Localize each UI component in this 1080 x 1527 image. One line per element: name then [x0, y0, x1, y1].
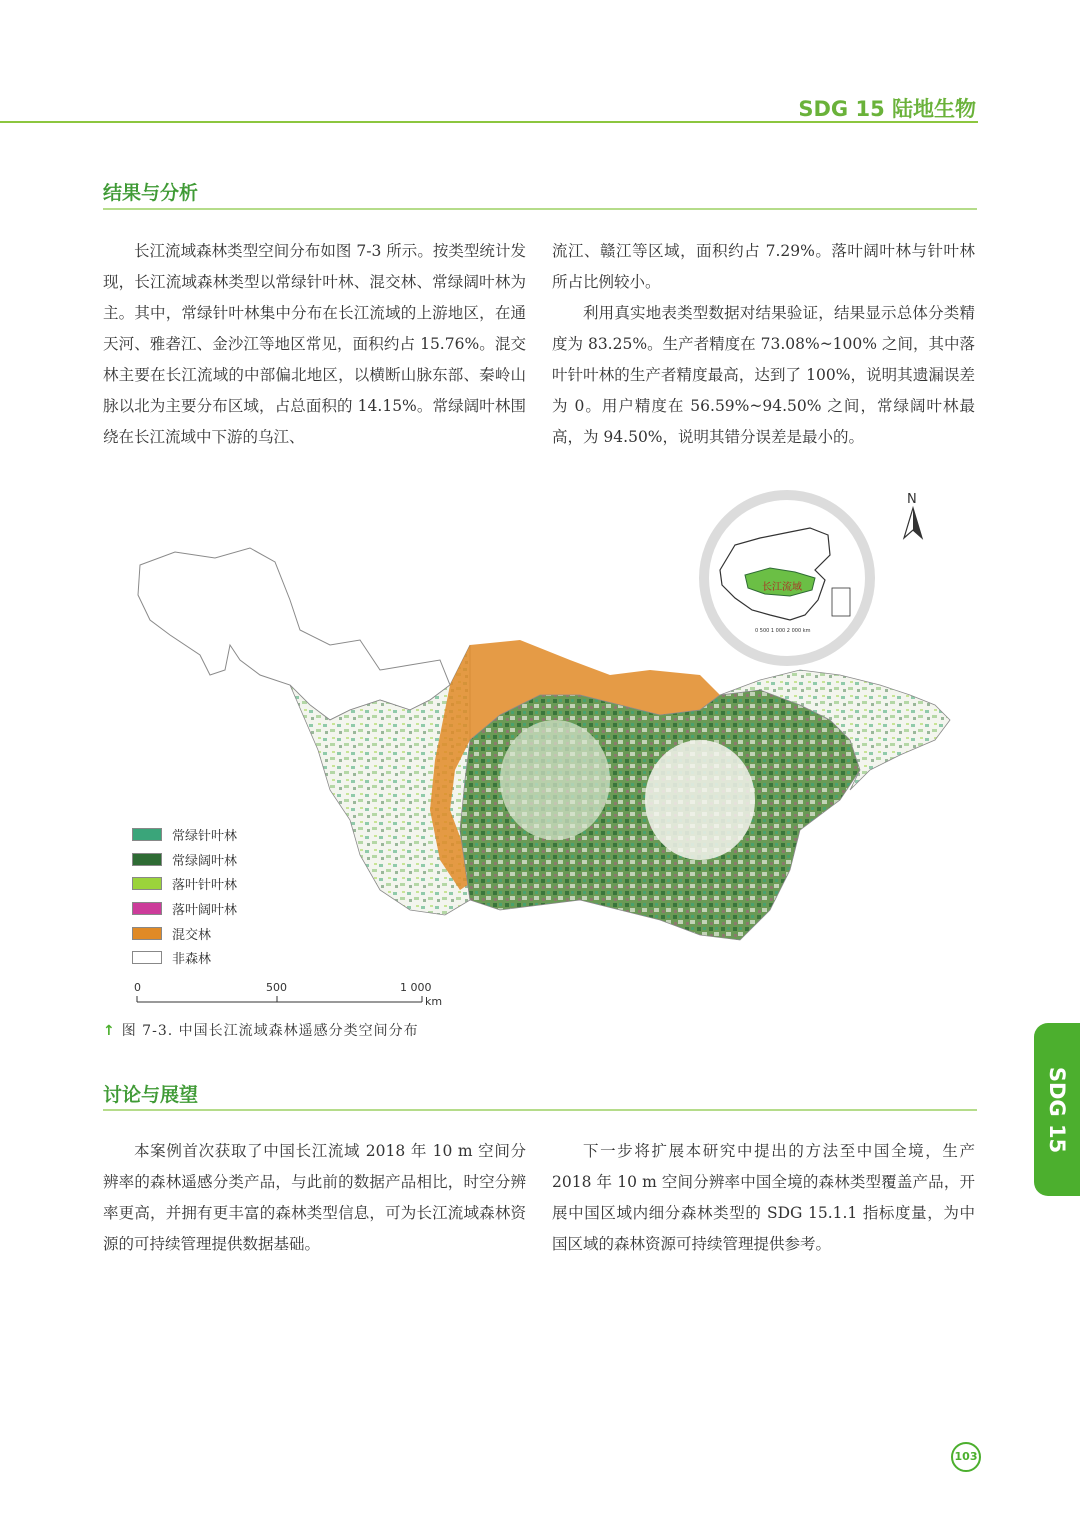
scale-unit: km	[425, 995, 443, 1008]
section-divider-results	[103, 208, 977, 210]
legend-item-mixed	[132, 921, 237, 946]
legend-item-deciduous-conifer	[132, 871, 237, 896]
legend-label: 常绿阔叶林	[172, 853, 238, 869]
legend-item-non-forest	[132, 945, 237, 970]
legend-item-evergreen-conifer	[132, 822, 237, 847]
header-title: SDG 15 陆地生物	[798, 97, 976, 121]
legend-swatch	[132, 902, 162, 915]
results-right-column	[552, 236, 975, 453]
scale-bar-graphic	[132, 980, 452, 1010]
figure-caption-text: 图 7-3. 中国长江流域森林遥感分类空间分布	[121, 1023, 419, 1039]
legend-label: 非森林	[172, 952, 212, 968]
legend-item-evergreen-broadleaf	[132, 847, 237, 872]
legend-label: 混交林	[172, 927, 212, 943]
section-title-discussion: 讨论与展望	[103, 1084, 199, 1106]
section-title-results: 结果与分析	[103, 182, 199, 204]
legend-label: 常绿针叶林	[172, 828, 238, 844]
legend-label: 落叶阔叶林	[172, 902, 238, 918]
inset-scale: 0 500 1 000 2 000 km	[755, 628, 811, 634]
legend-item-deciduous-broadleaf	[132, 896, 237, 921]
legend-swatch	[132, 951, 162, 964]
scale-tick-1000: 1 000	[400, 981, 432, 994]
inset-south-sea-box	[832, 588, 850, 616]
sichuan-basin	[500, 720, 610, 840]
page-number: 103	[951, 1442, 981, 1472]
north-label: N	[907, 492, 917, 507]
results-paragraph-1: 长江流域森林类型空间分布如图 7-3 所示。按类型统计发现，长江流域森林类型以常绿针叶林、混交林、常绿阔叶林为主。其中，常绿针叶林集中分布在长江流域的上游地区，在通天河、雅砻江、金沙江等地区常见，面积约占 15.76%。混交林主要在长江流域的中部偏北地区，以横断山脉东部、秦岭山脉以北为主要分布区域，占总面积的 14.15%。常绿阔叶林围绕在长江流域中下游的乌江、	[103, 242, 526, 446]
caption-arrow-icon: ↑	[103, 1023, 116, 1039]
figure-caption	[103, 1020, 419, 1040]
results-paragraph-continued: 流江、赣江等区域，面积约占 7.29%。落叶阔叶林与针叶林所占比例较小。	[552, 242, 975, 291]
map-scale-bar	[132, 980, 452, 1013]
section-divider-discussion	[103, 1109, 977, 1111]
discussion-right-column	[552, 1136, 975, 1260]
discussion-left-column	[103, 1136, 526, 1260]
results-paragraph-2: 利用真实地表类型数据对结果验证，结果显示总体分类精度为 83.25%。生产者精度在 73.08%~100% 之间，其中落叶针叶林的生产者精度最高，达到了 100%，说明其遗漏误差为 0。用户精度在 56.59%~94.50% 之间，常绿阔叶林最高，为 94.50%，说明其错分误差是最小的。	[552, 304, 975, 446]
legend-swatch	[132, 853, 162, 866]
scale-tick-0: 0	[134, 981, 141, 994]
map-legend	[132, 822, 237, 970]
legend-swatch	[132, 828, 162, 841]
sdg-side-tab	[1034, 1023, 1080, 1196]
jianghan-plain	[645, 740, 755, 860]
inset-basin-label: 长江流域	[762, 582, 802, 593]
header-divider	[0, 121, 978, 123]
discussion-paragraph-2: 下一步将扩展本研究中提出的方法至中国全境，生产 2018 年 10 m 空间分辨率中国全境的森林类型覆盖产品，开展中国区域内细分森林类型的 SDG 15.1.1 指标度量，为中国区域的森林资源可持续管理提供参考。	[552, 1142, 975, 1253]
results-left-column	[103, 236, 526, 453]
legend-label: 落叶针叶林	[172, 878, 238, 894]
side-tab-label: SDG 15	[1045, 1066, 1069, 1153]
legend-swatch	[132, 877, 162, 890]
discussion-paragraph-1: 本案例首次获取了中国长江流域 2018 年 10 m 空间分辨率的森林遥感分类产品，与此前的数据产品相比，时空分辨率更高，并拥有更丰富的森林类型信息，可为长江流域森林资源的可持续管理提供数据基础。	[103, 1142, 526, 1253]
scale-tick-500: 500	[266, 981, 287, 994]
legend-swatch	[132, 927, 162, 940]
